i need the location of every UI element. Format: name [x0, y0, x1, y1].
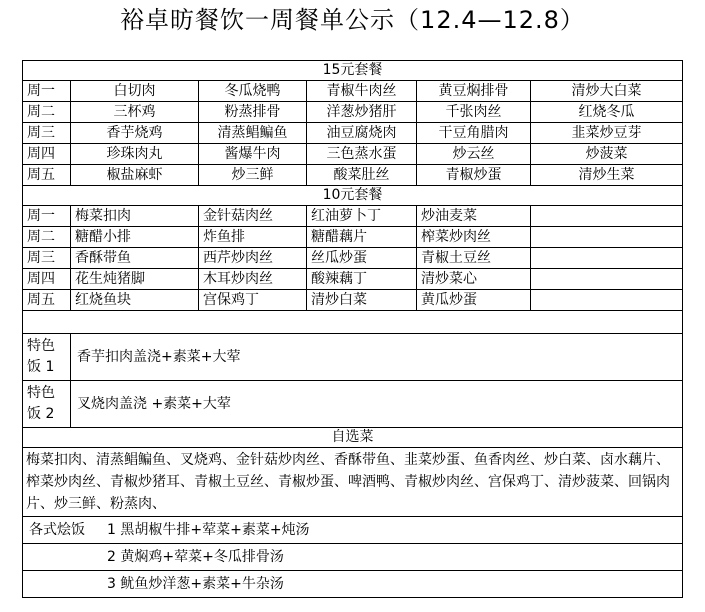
set15-heading: 15元套餐	[23, 61, 683, 81]
special-value: 叉烧肉盖浇 +素菜+大荤	[71, 381, 683, 428]
dish-cell: 香酥带鱼	[71, 248, 199, 269]
dish-cell: 西芹炒肉丝	[199, 248, 307, 269]
dish-cell: 洋葱炒猪肝	[307, 102, 417, 123]
dish-cell: 香芋烧鸡	[71, 123, 199, 144]
day-label: 周四	[23, 144, 71, 165]
dish-cell: 酸辣藕丁	[307, 269, 417, 290]
dish-cell: 黄豆焖排骨	[417, 81, 531, 102]
dish-cell: 梅菜扣肉	[71, 206, 199, 227]
table-row	[23, 144, 683, 165]
dish-cell: 糖醋藕片	[307, 227, 417, 248]
dish-cell: 红烧鱼块	[71, 290, 199, 311]
dish-cell: 丝瓜炒蛋	[307, 248, 417, 269]
table-row	[23, 81, 683, 102]
set10-heading-row	[23, 186, 683, 206]
dish-cell: 木耳炒肉丝	[199, 269, 307, 290]
special-row	[23, 334, 683, 381]
special-value: 香芋扣肉盖浇+素菜+大荤	[71, 334, 683, 381]
dish-cell: 椒盐麻虾	[71, 165, 199, 186]
day-label: 周五	[23, 290, 71, 311]
dish-cell: 清蒸鲳鳊鱼	[199, 123, 307, 144]
dish-cell: 韭菜炒豆芽	[531, 123, 683, 144]
dish-cell: 金针菇肉丝	[199, 206, 307, 227]
spacer-cell	[23, 311, 683, 334]
dish-cell: 千张肉丝	[417, 102, 531, 123]
mixed-rice-cell	[23, 544, 683, 571]
dish-cell: 油豆腐烧肉	[307, 123, 417, 144]
special-label: 特色饭 2	[23, 381, 71, 428]
dish-cell: 炒油麦菜	[417, 206, 531, 227]
dish-cell: 冬瓜烧鸭	[199, 81, 307, 102]
dish-cell: 炒三鲜	[199, 165, 307, 186]
mixed-rice-item: 2 黄焖鸡+荤菜+冬瓜排骨汤	[107, 548, 284, 565]
day-label: 周五	[23, 165, 71, 186]
table-row	[23, 248, 683, 269]
day-label: 周二	[23, 227, 71, 248]
dish-cell: 干豆角腊肉	[417, 123, 531, 144]
set15-heading-row	[23, 61, 683, 81]
free-choice-heading: 自选菜	[23, 428, 683, 448]
special-row	[23, 381, 683, 428]
dish-cell: 花生炖猪脚	[71, 269, 199, 290]
day-label: 周一	[23, 206, 71, 227]
dish-cell: 白切肉	[71, 81, 199, 102]
mixed-rice-row	[23, 544, 683, 571]
table-row	[23, 269, 683, 290]
mixed-rice-row	[23, 571, 683, 598]
dish-cell: 清炒生菜	[531, 165, 683, 186]
day-label: 周三	[23, 123, 71, 144]
dish-cell: 黄瓜炒蛋	[417, 290, 531, 311]
dish-cell: 宫保鸡丁	[199, 290, 307, 311]
empty-cell	[531, 206, 683, 227]
special-label: 特色饭 1	[23, 334, 71, 381]
day-label: 周一	[23, 81, 71, 102]
table-row	[23, 102, 683, 123]
dish-cell: 榨菜炒肉丝	[417, 227, 531, 248]
dish-cell: 青椒土豆丝	[417, 248, 531, 269]
table-row	[23, 165, 683, 186]
table-row	[23, 227, 683, 248]
table-row	[23, 206, 683, 227]
day-label: 周三	[23, 248, 71, 269]
dish-cell: 三色蒸水蛋	[307, 144, 417, 165]
dish-cell: 清炒大白菜	[531, 81, 683, 102]
free-choice-list: 梅菜扣肉、清蒸鲳鳊鱼、叉烧鸡、金针菇炒肉丝、香酥带鱼、韭菜炒蛋、鱼香肉丝、炒白菜、卤水藕片、榨菜炒肉丝、青椒炒猪耳、青椒土豆丝、青椒炒蛋、啤酒鸭、青椒炒肉丝、宫保鸡丁、清炒菠菜、回锅肉片、炒三鲜、粉蒸肉、	[23, 448, 683, 517]
dish-cell: 青椒牛肉丝	[307, 81, 417, 102]
dish-cell: 三杯鸡	[71, 102, 199, 123]
dish-cell: 炒云丝	[417, 144, 531, 165]
dish-cell: 红烧冬瓜	[531, 102, 683, 123]
dish-cell: 清炒菜心	[417, 269, 531, 290]
table-row	[23, 290, 683, 311]
free-choice-row	[23, 448, 683, 517]
free-choice-heading-row	[23, 428, 683, 448]
day-label: 周四	[23, 269, 71, 290]
dish-cell: 炒菠菜	[531, 144, 683, 165]
dish-cell: 酸菜肚丝	[307, 165, 417, 186]
empty-cell	[531, 248, 683, 269]
weekly-menu-table	[22, 60, 683, 598]
dish-cell: 清炒白菜	[307, 290, 417, 311]
mixed-rice-item: 1 黑胡椒牛排+荤菜+素菜+炖汤	[107, 521, 310, 538]
dish-cell: 青椒炒蛋	[417, 165, 531, 186]
dish-cell: 糖醋小排	[71, 227, 199, 248]
dish-cell: 珍珠肉丸	[71, 144, 199, 165]
day-label: 周二	[23, 102, 71, 123]
set10-heading: 10元套餐	[23, 186, 683, 206]
dish-cell: 红油萝卜丁	[307, 206, 417, 227]
dish-cell: 炸鱼排	[199, 227, 307, 248]
mixed-rice-item: 3 鱿鱼炒洋葱+素菜+牛杂汤	[107, 575, 284, 592]
mixed-rice-row	[23, 517, 683, 544]
empty-cell	[531, 227, 683, 248]
table-row	[23, 123, 683, 144]
mixed-rice-cell	[23, 571, 683, 598]
page-title: 裕卓昉餐饮一周餐单公示（12.4—12.8）	[120, 6, 585, 34]
dish-cell: 酱爆牛肉	[199, 144, 307, 165]
dish-cell: 粉蒸排骨	[199, 102, 307, 123]
spacer-row	[23, 311, 683, 334]
mixed-rice-cell	[23, 517, 683, 544]
mixed-rice-label: 各式烩饭	[29, 521, 85, 538]
empty-cell	[531, 290, 683, 311]
empty-cell	[531, 269, 683, 290]
